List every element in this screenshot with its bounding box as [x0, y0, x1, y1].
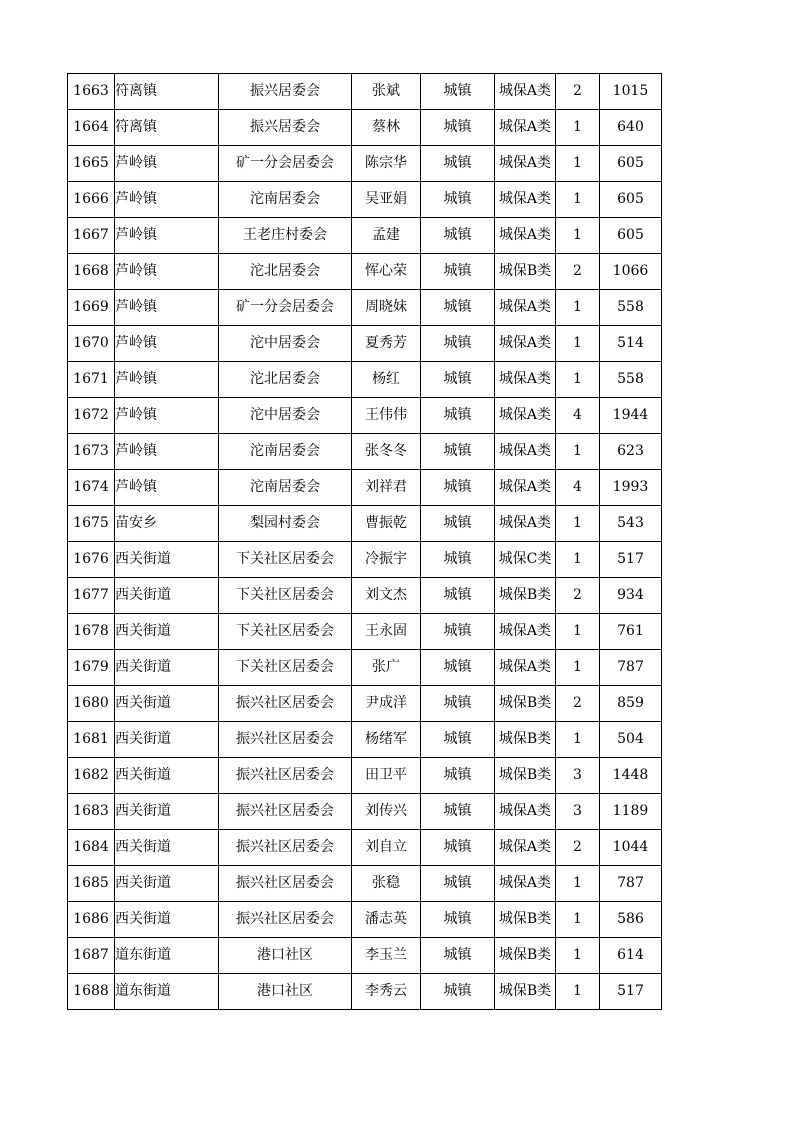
row-id: 1677 — [68, 578, 115, 614]
category-cell: 城保A类 — [495, 182, 556, 218]
amount-cell: 614 — [600, 938, 662, 974]
table-row — [68, 938, 662, 974]
name-cell: 曹振乾 — [352, 506, 421, 542]
household-count-cell: 4 — [556, 470, 600, 506]
area-type-cell: 城镇 — [421, 794, 495, 830]
category-cell: 城保A类 — [495, 650, 556, 686]
table-row — [68, 578, 662, 614]
town-cell: 西关街道 — [115, 758, 219, 794]
amount-cell: 586 — [600, 902, 662, 938]
table-row — [68, 542, 662, 578]
community-cell: 矿一分会居委会 — [219, 146, 352, 182]
table-row — [68, 74, 662, 110]
table-row — [68, 722, 662, 758]
community-cell: 振兴社区居委会 — [219, 902, 352, 938]
name-cell: 刘自立 — [352, 830, 421, 866]
amount-cell: 787 — [600, 650, 662, 686]
name-cell: 周晓妹 — [352, 290, 421, 326]
name-cell: 潘志英 — [352, 902, 421, 938]
household-count-cell: 1 — [556, 110, 600, 146]
area-type-cell: 城镇 — [421, 470, 495, 506]
row-id: 1681 — [68, 722, 115, 758]
town-cell: 芦岭镇 — [115, 434, 219, 470]
row-id: 1675 — [68, 506, 115, 542]
name-cell: 陈宗华 — [352, 146, 421, 182]
town-cell: 芦岭镇 — [115, 398, 219, 434]
household-count-cell: 2 — [556, 578, 600, 614]
town-cell: 芦岭镇 — [115, 146, 219, 182]
town-cell: 道东街道 — [115, 938, 219, 974]
table-row — [68, 218, 662, 254]
table-row — [68, 290, 662, 326]
town-cell: 道东街道 — [115, 974, 219, 1010]
name-cell: 张斌 — [352, 74, 421, 110]
amount-cell: 761 — [600, 614, 662, 650]
category-cell: 城保B类 — [495, 974, 556, 1010]
amount-cell: 517 — [600, 542, 662, 578]
community-cell: 振兴社区居委会 — [219, 686, 352, 722]
table-row — [68, 362, 662, 398]
household-count-cell: 2 — [556, 686, 600, 722]
category-cell: 城保C类 — [495, 542, 556, 578]
row-id: 1683 — [68, 794, 115, 830]
community-cell: 下关社区居委会 — [219, 542, 352, 578]
town-cell: 芦岭镇 — [115, 470, 219, 506]
category-cell: 城保A类 — [495, 434, 556, 470]
name-cell: 王伟伟 — [352, 398, 421, 434]
community-cell: 沱中居委会 — [219, 398, 352, 434]
household-count-cell: 1 — [556, 650, 600, 686]
community-cell: 振兴社区居委会 — [219, 866, 352, 902]
area-type-cell: 城镇 — [421, 974, 495, 1010]
household-count-cell: 1 — [556, 938, 600, 974]
household-count-cell: 1 — [556, 506, 600, 542]
table-row — [68, 434, 662, 470]
table-row — [68, 254, 662, 290]
beneficiary-table — [67, 73, 662, 1010]
area-type-cell: 城镇 — [421, 902, 495, 938]
community-cell: 港口社区 — [219, 974, 352, 1010]
name-cell: 王永固 — [352, 614, 421, 650]
category-cell: 城保A类 — [495, 74, 556, 110]
area-type-cell: 城镇 — [421, 830, 495, 866]
table-row — [68, 146, 662, 182]
name-cell: 孟建 — [352, 218, 421, 254]
amount-cell: 1944 — [600, 398, 662, 434]
amount-cell: 787 — [600, 866, 662, 902]
category-cell: 城保A类 — [495, 830, 556, 866]
table-row — [68, 686, 662, 722]
table-row — [68, 866, 662, 902]
name-cell: 恽心荣 — [352, 254, 421, 290]
row-id: 1684 — [68, 830, 115, 866]
household-count-cell: 1 — [556, 434, 600, 470]
area-type-cell: 城镇 — [421, 578, 495, 614]
category-cell: 城保A类 — [495, 362, 556, 398]
town-cell: 西关街道 — [115, 794, 219, 830]
category-cell: 城保B类 — [495, 254, 556, 290]
table-row — [68, 110, 662, 146]
community-cell: 港口社区 — [219, 938, 352, 974]
town-cell: 芦岭镇 — [115, 182, 219, 218]
area-type-cell: 城镇 — [421, 614, 495, 650]
amount-cell: 1448 — [600, 758, 662, 794]
name-cell: 张冬冬 — [352, 434, 421, 470]
household-count-cell: 3 — [556, 794, 600, 830]
category-cell: 城保A类 — [495, 794, 556, 830]
household-count-cell: 2 — [556, 254, 600, 290]
category-cell: 城保A类 — [495, 506, 556, 542]
category-cell: 城保A类 — [495, 398, 556, 434]
area-type-cell: 城镇 — [421, 290, 495, 326]
row-id: 1676 — [68, 542, 115, 578]
household-count-cell: 1 — [556, 866, 600, 902]
category-cell: 城保A类 — [495, 866, 556, 902]
household-count-cell: 1 — [556, 542, 600, 578]
town-cell: 西关街道 — [115, 830, 219, 866]
area-type-cell: 城镇 — [421, 686, 495, 722]
row-id: 1680 — [68, 686, 115, 722]
row-id: 1679 — [68, 650, 115, 686]
area-type-cell: 城镇 — [421, 434, 495, 470]
town-cell: 符离镇 — [115, 110, 219, 146]
community-cell: 下关社区居委会 — [219, 650, 352, 686]
name-cell: 杨绪军 — [352, 722, 421, 758]
community-cell: 沱南居委会 — [219, 470, 352, 506]
area-type-cell: 城镇 — [421, 146, 495, 182]
amount-cell: 605 — [600, 218, 662, 254]
town-cell: 西关街道 — [115, 722, 219, 758]
area-type-cell: 城镇 — [421, 722, 495, 758]
table-row — [68, 650, 662, 686]
category-cell: 城保A类 — [495, 326, 556, 362]
town-cell: 芦岭镇 — [115, 254, 219, 290]
name-cell: 刘文杰 — [352, 578, 421, 614]
name-cell: 冷振宇 — [352, 542, 421, 578]
amount-cell: 1066 — [600, 254, 662, 290]
town-cell: 芦岭镇 — [115, 326, 219, 362]
community-cell: 振兴社区居委会 — [219, 830, 352, 866]
area-type-cell: 城镇 — [421, 758, 495, 794]
community-cell: 沱南居委会 — [219, 434, 352, 470]
name-cell: 田卫平 — [352, 758, 421, 794]
community-cell: 下关社区居委会 — [219, 614, 352, 650]
town-cell: 西关街道 — [115, 542, 219, 578]
row-id: 1664 — [68, 110, 115, 146]
name-cell: 蔡林 — [352, 110, 421, 146]
category-cell: 城保A类 — [495, 110, 556, 146]
table-row — [68, 326, 662, 362]
community-cell: 矿一分会居委会 — [219, 290, 352, 326]
row-id: 1672 — [68, 398, 115, 434]
amount-cell: 859 — [600, 686, 662, 722]
household-count-cell: 1 — [556, 722, 600, 758]
area-type-cell: 城镇 — [421, 110, 495, 146]
community-cell: 王老庄村委会 — [219, 218, 352, 254]
amount-cell: 1015 — [600, 74, 662, 110]
household-count-cell: 1 — [556, 326, 600, 362]
household-count-cell: 1 — [556, 362, 600, 398]
town-cell: 芦岭镇 — [115, 290, 219, 326]
area-type-cell: 城镇 — [421, 218, 495, 254]
area-type-cell: 城镇 — [421, 866, 495, 902]
area-type-cell: 城镇 — [421, 650, 495, 686]
household-count-cell: 3 — [556, 758, 600, 794]
table-row — [68, 758, 662, 794]
community-cell: 振兴社区居委会 — [219, 794, 352, 830]
town-cell: 西关街道 — [115, 614, 219, 650]
amount-cell: 640 — [600, 110, 662, 146]
household-count-cell: 4 — [556, 398, 600, 434]
area-type-cell: 城镇 — [421, 74, 495, 110]
area-type-cell: 城镇 — [421, 254, 495, 290]
table-row — [68, 470, 662, 506]
name-cell: 张广 — [352, 650, 421, 686]
name-cell: 刘祥君 — [352, 470, 421, 506]
category-cell: 城保A类 — [495, 614, 556, 650]
name-cell: 张稳 — [352, 866, 421, 902]
area-type-cell: 城镇 — [421, 506, 495, 542]
household-count-cell: 2 — [556, 74, 600, 110]
name-cell: 李玉兰 — [352, 938, 421, 974]
amount-cell: 558 — [600, 290, 662, 326]
row-id: 1674 — [68, 470, 115, 506]
community-cell: 沱中居委会 — [219, 326, 352, 362]
row-id: 1671 — [68, 362, 115, 398]
category-cell: 城保A类 — [495, 146, 556, 182]
table-row — [68, 902, 662, 938]
community-cell: 下关社区居委会 — [219, 578, 352, 614]
amount-cell: 605 — [600, 182, 662, 218]
community-cell: 梨园村委会 — [219, 506, 352, 542]
name-cell: 李秀云 — [352, 974, 421, 1010]
table-row — [68, 614, 662, 650]
table-row — [68, 794, 662, 830]
household-count-cell: 1 — [556, 902, 600, 938]
category-cell: 城保B类 — [495, 686, 556, 722]
category-cell: 城保B类 — [495, 938, 556, 974]
table-row — [68, 398, 662, 434]
household-count-cell: 1 — [556, 146, 600, 182]
row-id: 1686 — [68, 902, 115, 938]
table-body — [68, 74, 662, 1010]
area-type-cell: 城镇 — [421, 182, 495, 218]
table-row — [68, 182, 662, 218]
row-id: 1666 — [68, 182, 115, 218]
town-cell: 符离镇 — [115, 74, 219, 110]
community-cell: 沱北居委会 — [219, 254, 352, 290]
amount-cell: 543 — [600, 506, 662, 542]
row-id: 1687 — [68, 938, 115, 974]
amount-cell: 558 — [600, 362, 662, 398]
table-row — [68, 830, 662, 866]
category-cell: 城保B类 — [495, 758, 556, 794]
area-type-cell: 城镇 — [421, 326, 495, 362]
row-id: 1678 — [68, 614, 115, 650]
amount-cell: 1993 — [600, 470, 662, 506]
row-id: 1667 — [68, 218, 115, 254]
name-cell: 吴亚娟 — [352, 182, 421, 218]
amount-cell: 605 — [600, 146, 662, 182]
town-cell: 西关街道 — [115, 902, 219, 938]
community-cell: 振兴社区居委会 — [219, 722, 352, 758]
amount-cell: 514 — [600, 326, 662, 362]
amount-cell: 504 — [600, 722, 662, 758]
area-type-cell: 城镇 — [421, 398, 495, 434]
table-row — [68, 974, 662, 1010]
row-id: 1670 — [68, 326, 115, 362]
name-cell: 刘传兴 — [352, 794, 421, 830]
town-cell: 芦岭镇 — [115, 218, 219, 254]
amount-cell: 1044 — [600, 830, 662, 866]
household-count-cell: 2 — [556, 830, 600, 866]
amount-cell: 934 — [600, 578, 662, 614]
row-id: 1673 — [68, 434, 115, 470]
row-id: 1663 — [68, 74, 115, 110]
area-type-cell: 城镇 — [421, 542, 495, 578]
category-cell: 城保B类 — [495, 902, 556, 938]
community-cell: 振兴居委会 — [219, 110, 352, 146]
area-type-cell: 城镇 — [421, 362, 495, 398]
row-id: 1685 — [68, 866, 115, 902]
category-cell: 城保A类 — [495, 218, 556, 254]
name-cell: 杨红 — [352, 362, 421, 398]
amount-cell: 517 — [600, 974, 662, 1010]
category-cell: 城保A类 — [495, 470, 556, 506]
category-cell: 城保B类 — [495, 722, 556, 758]
row-id: 1668 — [68, 254, 115, 290]
town-cell: 芦岭镇 — [115, 362, 219, 398]
category-cell: 城保B类 — [495, 578, 556, 614]
household-count-cell: 1 — [556, 218, 600, 254]
community-cell: 沱南居委会 — [219, 182, 352, 218]
name-cell: 尹成洋 — [352, 686, 421, 722]
amount-cell: 1189 — [600, 794, 662, 830]
row-id: 1682 — [68, 758, 115, 794]
household-count-cell: 1 — [556, 614, 600, 650]
household-count-cell: 1 — [556, 974, 600, 1010]
area-type-cell: 城镇 — [421, 938, 495, 974]
town-cell: 西关街道 — [115, 866, 219, 902]
town-cell: 西关街道 — [115, 686, 219, 722]
category-cell: 城保A类 — [495, 290, 556, 326]
town-cell: 西关街道 — [115, 578, 219, 614]
name-cell: 夏秀芳 — [352, 326, 421, 362]
row-id: 1669 — [68, 290, 115, 326]
town-cell: 苗安乡 — [115, 506, 219, 542]
household-count-cell: 1 — [556, 182, 600, 218]
row-id: 1665 — [68, 146, 115, 182]
community-cell: 振兴社区居委会 — [219, 758, 352, 794]
household-count-cell: 1 — [556, 290, 600, 326]
table-row — [68, 506, 662, 542]
town-cell: 西关街道 — [115, 650, 219, 686]
community-cell: 振兴居委会 — [219, 74, 352, 110]
community-cell: 沱北居委会 — [219, 362, 352, 398]
amount-cell: 623 — [600, 434, 662, 470]
row-id: 1688 — [68, 974, 115, 1010]
